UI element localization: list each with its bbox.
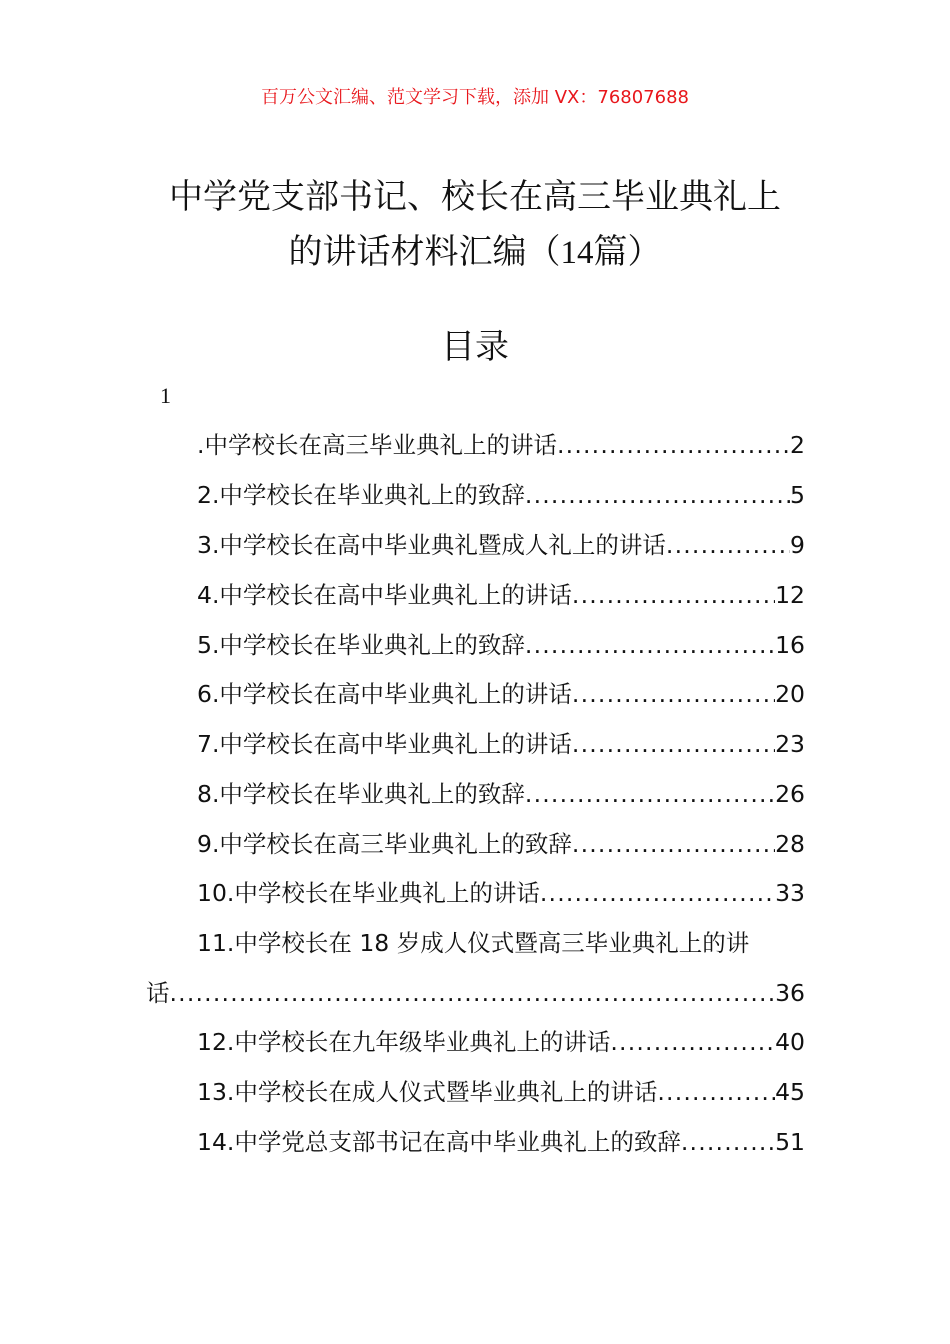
leader-dots bbox=[525, 475, 790, 515]
toc-entry-page: 26 bbox=[775, 780, 805, 808]
toc-entry-14[interactable] bbox=[197, 1122, 805, 1162]
toc-entry-label: 5.中学校长在毕业典礼上的致辞 bbox=[197, 631, 525, 659]
toc-entry-13[interactable] bbox=[197, 1072, 805, 1112]
toc-entry-label: 4.中学校长在高中毕业典礼上的讲话 bbox=[197, 581, 572, 609]
leader-dots bbox=[540, 873, 775, 913]
toc-entry-page: 12 bbox=[775, 581, 805, 609]
title-line-1: 中学党支部书记、校长在高三毕业典礼上 bbox=[169, 177, 781, 217]
toc-entry-page: 33 bbox=[775, 879, 805, 907]
toc-entry-3[interactable] bbox=[197, 525, 805, 565]
toc-entry-label: 2.中学校长在毕业典礼上的致辞 bbox=[197, 481, 525, 509]
title-count: 14 bbox=[560, 235, 594, 271]
toc-heading: 目录 bbox=[441, 327, 509, 367]
toc-entry-label: 8.中学校长在毕业典礼上的致辞 bbox=[197, 780, 525, 808]
leader-dots bbox=[525, 625, 775, 665]
toc-entry-page: 5 bbox=[790, 481, 805, 509]
toc-entry-page: 23 bbox=[775, 730, 805, 758]
leader-dots bbox=[525, 774, 775, 814]
toc-entry-label: .中学校长在高三毕业典礼上的讲话 bbox=[197, 431, 557, 459]
toc-entry-8[interactable] bbox=[197, 774, 805, 814]
toc-entry-label: 7.中学校长在高中毕业典礼上的讲话 bbox=[197, 730, 572, 758]
leader-dots bbox=[681, 1122, 775, 1162]
toc-entry-page: 36 bbox=[775, 979, 805, 1007]
title-line-2-prefix: 的讲话材料汇编（ bbox=[288, 232, 561, 272]
toc-entry-label-continued: 话 bbox=[146, 979, 170, 1007]
leader-dots bbox=[572, 674, 775, 714]
title-line-2 bbox=[0, 225, 950, 281]
document-title bbox=[0, 170, 950, 281]
toc-entry-4[interactable] bbox=[197, 575, 805, 615]
toc-entry-1[interactable] bbox=[197, 425, 805, 465]
leader-dots bbox=[572, 724, 775, 764]
toc-entry-label: 9.中学校长在高三毕业典礼上的致辞 bbox=[197, 830, 572, 858]
leader-dots bbox=[572, 575, 775, 615]
toc-entry-page: 2 bbox=[790, 431, 805, 459]
toc-entry-12[interactable] bbox=[197, 1022, 805, 1062]
toc-entry-label: 3.中学校长在高中毕业典礼暨成人礼上的讲话 bbox=[197, 531, 666, 559]
toc-entry-page: 28 bbox=[775, 830, 805, 858]
promo-banner: 百万公文汇编、范文学习下载，添加 VX：76807688 bbox=[261, 87, 689, 108]
toc-entry-9[interactable] bbox=[197, 824, 805, 864]
toc-entry-label: 11.中学校长在 18 岁成人仪式暨高三毕业典礼上的讲 bbox=[197, 929, 750, 957]
leader-dots bbox=[572, 824, 775, 864]
toc-entry-2[interactable] bbox=[197, 475, 805, 515]
leader-dots bbox=[666, 525, 790, 565]
toc-entry-page: 45 bbox=[775, 1078, 805, 1106]
toc-stray-number: 1 bbox=[160, 383, 171, 408]
toc-entry-7[interactable] bbox=[197, 724, 805, 764]
leader-dots bbox=[170, 973, 776, 1013]
toc-entry-11-continued[interactable] bbox=[146, 973, 805, 1013]
toc-entry-page: 40 bbox=[775, 1028, 805, 1056]
toc-entry-6[interactable] bbox=[197, 674, 805, 714]
toc-entry-page: 9 bbox=[790, 531, 805, 559]
leader-dots bbox=[557, 425, 790, 465]
toc-entry-label: 14.中学党总支部书记在高中毕业典礼上的致辞 bbox=[197, 1128, 681, 1156]
toc-entry-page: 51 bbox=[775, 1128, 805, 1156]
toc-entry-label: 12.中学校长在九年级毕业典礼上的讲话 bbox=[197, 1028, 611, 1056]
toc-entry-11[interactable] bbox=[197, 923, 805, 963]
toc-entry-label: 13.中学校长在成人仪式暨毕业典礼上的讲话 bbox=[197, 1078, 658, 1106]
leader-dots bbox=[610, 1022, 775, 1062]
toc-entry-10[interactable] bbox=[197, 873, 805, 913]
toc-entry-label: 10.中学校长在毕业典礼上的讲话 bbox=[197, 879, 540, 907]
toc-entry-page: 16 bbox=[775, 631, 805, 659]
toc-entry-5[interactable] bbox=[197, 625, 805, 665]
leader-dots bbox=[657, 1072, 775, 1112]
title-line-2-suffix: 篇） bbox=[593, 232, 662, 272]
toc-entry-page: 20 bbox=[775, 680, 805, 708]
toc-entry-label: 6.中学校长在高中毕业典礼上的讲话 bbox=[197, 680, 572, 708]
